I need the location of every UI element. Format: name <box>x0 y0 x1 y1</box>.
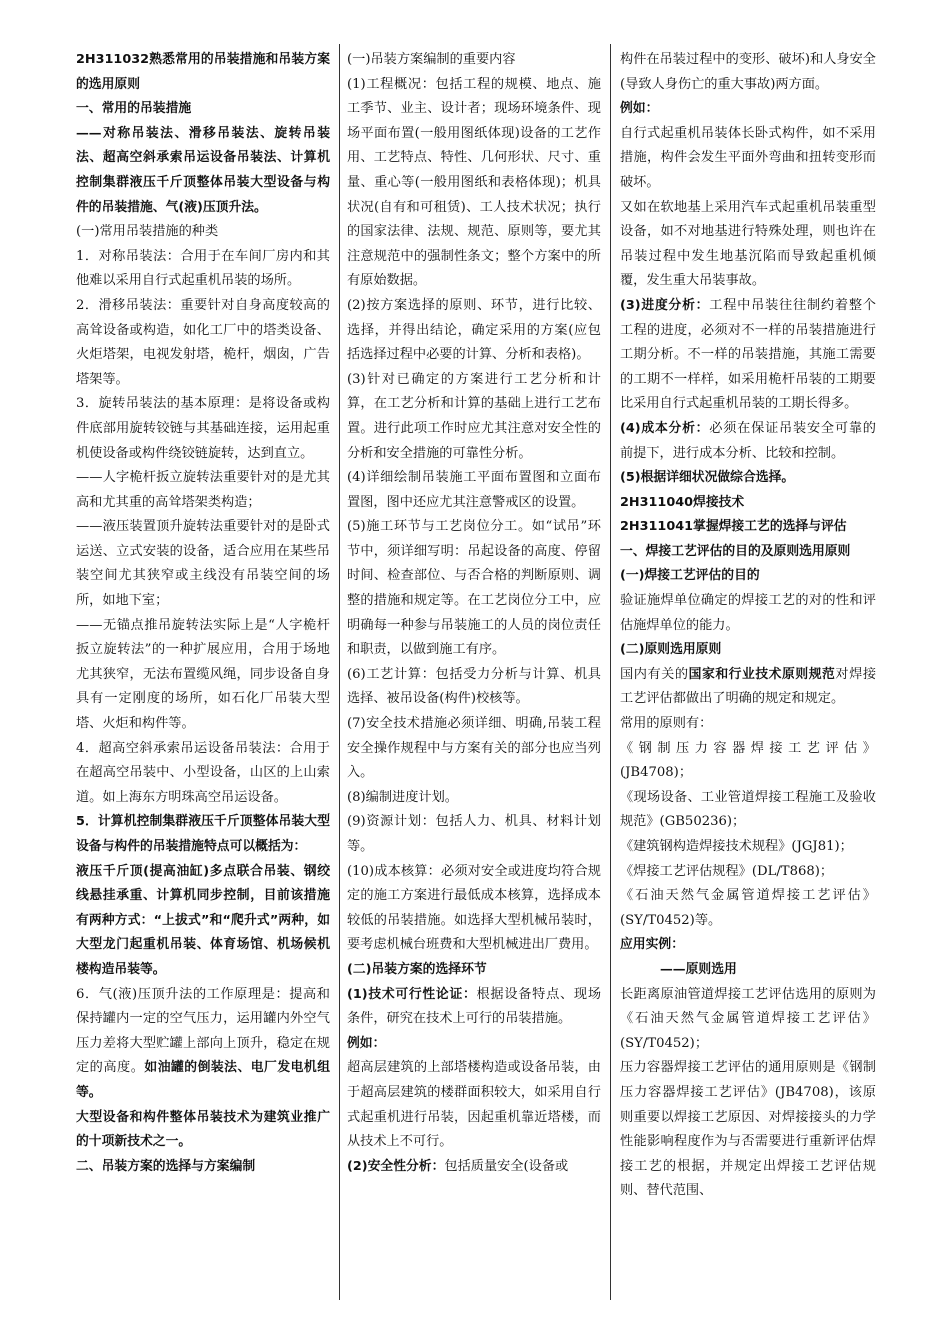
bold-text: ——对称吊装法、滑移吊装法、旋转吊装法、超高空斜承索吊运设备吊装法、计算机控制集群液压千斤顶整体吊装大型设备与构件的吊装措施、气(液)压顶升法。 <box>76 125 330 215</box>
bold-text: 2H311032熟悉常用的吊装措施和吊装方案的选用原则 <box>76 52 330 92</box>
text: 验证施焊单位确定的焊接工艺的对的性和评估施焊单位的能力。 <box>620 593 876 633</box>
heading-paragraph <box>620 97 876 122</box>
heading-paragraph <box>620 638 876 663</box>
body-paragraph <box>76 614 330 737</box>
body-paragraph <box>620 196 876 294</box>
body-paragraph <box>76 294 330 392</box>
text: 《现场设备、工业管道焊接工程施工及验收规范》(GB50236)； <box>620 789 876 830</box>
body-paragraph <box>76 220 330 245</box>
body-paragraph <box>76 737 330 811</box>
body-paragraph <box>347 860 601 958</box>
text: 长距离原油管道焊接工艺评估选用的原则为《石油天然气金属管道焊接工艺评估》(SY/T0452)； <box>620 986 876 1051</box>
body-paragraph <box>620 884 876 933</box>
bold-text: (二)吊装方案的选择环节 <box>347 961 487 977</box>
bold-text: (5)根据详细状况做综合选择。 <box>620 470 795 486</box>
text: 《钢制压力容器焊接工艺评估》(JB4708)； <box>620 740 876 781</box>
bold-text: ——原则选用 <box>660 961 737 977</box>
body-paragraph <box>76 515 330 613</box>
text: 《建筑钢构造焊接技术规程》(JGJ81)； <box>620 839 853 854</box>
heading-paragraph <box>347 958 601 983</box>
text: 压力容器焊接工艺评估的通用原则是《钢制压力容器焊接工艺评估》(JB4708)，该原则重要以焊接工艺原因、对焊接接头的力学性能影响程度作为与否需要进行重新评估焊接工艺的根据，并规定出焊接工艺评估规则、替代范围、 <box>620 1060 876 1199</box>
body-paragraph <box>620 786 876 835</box>
text: 又如在软地基上采用汽车式起重机吊装重型设备，如不对地基进行特殊处理，则也许在吊装过程中发生地基沉陷而导致起重机倾覆，发生重大吊装事故。 <box>620 199 876 289</box>
body-paragraph <box>347 712 601 786</box>
text: 工程中吊装往往制约着整个工程的进度，必须对不一样的吊装措施进行工期分析。不一样的吊装措施，其施工需要的工期不一样样，如采用桅杆吊装的工期要比采用自行式起重机吊装的工期长得多。 <box>620 297 876 412</box>
text: ——无锚点推吊旋转法实际上是“人字桅杆扳立旋转法”的一种扩展应用，合用于场地尤其狭窄，无法布置缆风绳，同步设备自身具有一定刚度的场所，如石化厂吊装大型塔、火炬和构件等。 <box>76 617 330 732</box>
heading-paragraph <box>76 122 330 220</box>
body-paragraph <box>620 983 876 1057</box>
bold-text: 应用实例： <box>620 937 684 953</box>
body-paragraph <box>620 589 876 638</box>
text: 必须在保证吊装安全可靠的前提下，进行成本分析、比较和控制。 <box>620 420 876 461</box>
body-paragraph <box>620 417 876 466</box>
heading-paragraph <box>76 1106 330 1155</box>
text: 2．滑移吊装法：重要针对自身高度较高的高耸设备或构造，如化工厂中的塔类设备、火炬塔架，电视发射塔，桅杆，烟囱，广告塔架等。 <box>76 297 330 387</box>
text: ——液压装置顶升旋转法重要针对的是卧式运送、立式安装的设备，适合应用在某些吊装空间尤其狭窄或主线没有吊装空间的场所，如地下室； <box>76 519 330 609</box>
heading-paragraph <box>76 810 330 859</box>
text: (1)工程概况：包括工程的规模、地点、施工季节、业主、设计者；现场环境条件、现场平面布置(一般用图纸体现)设备的工艺作用、工艺特点、特性、几何形状、尺寸、重量、重心等(一般用图纸和表格体现)；机具状况(自有和可租赁)、工人技术状况；执行的国家法律、法规、规范、原则等，要尤其注意规范中的强制性条文；整个方案中的所有原始数据。 <box>347 76 601 289</box>
bold-text: 一、常用的吊装措施 <box>76 101 192 117</box>
heading-paragraph <box>620 564 876 589</box>
text: 根据设备特点、现场条件，研究在技术上可行的吊装措施。 <box>347 986 601 1027</box>
bold-text: 如油罐的倒装法、电厂发电机组等。 <box>76 1060 330 1100</box>
text: 《石油天然气金属管道焊接工艺评估》(SY/T0452)等。 <box>620 888 876 928</box>
bold-text: (4)成本分析： <box>620 420 710 436</box>
text: (9)资源计划：包括人力、机具、材料计划等。 <box>347 814 601 854</box>
body-paragraph <box>620 48 876 97</box>
text: (8)编制进度计划。 <box>347 789 458 805</box>
heading-paragraph <box>76 97 330 122</box>
text: 焊接工艺评估都做出了明确的规定和规定。 <box>620 666 876 707</box>
body-paragraph <box>347 294 601 368</box>
bold-text: 2H311040焊接技术 <box>620 494 745 510</box>
text: ——人字桅杆扳立旋转法重要针对的是尤其高和尤其重的高耸塔架类构造； <box>76 470 330 510</box>
bold-text: (二)原则选用原则 <box>620 642 722 658</box>
body-paragraph <box>347 1155 601 1180</box>
text: 自行式起重机吊装体长卧式构件，如不采用措施，构件会发生平面外弯曲和扭转变形而破坏。 <box>620 125 876 190</box>
heading-paragraph <box>76 860 330 983</box>
heading-paragraph <box>620 515 876 540</box>
bold-text: 2H311041掌握焊接工艺的选择与评估 <box>620 519 847 535</box>
column-middle <box>347 48 601 1298</box>
text: (2)按方案选择的原则、环节，进行比较、选择，并得出结论，确定采用的方案(应包括选择过程中必要的计算、分析和表格)。 <box>347 297 601 363</box>
body-paragraph <box>347 1056 601 1154</box>
bold-text: 国家和行业技术原则规范 <box>688 666 836 682</box>
body-paragraph <box>620 663 876 712</box>
heading-paragraph <box>76 48 330 97</box>
text: 国内有关的 <box>620 666 689 682</box>
body-paragraph <box>620 737 876 786</box>
text: (一)吊装方案编制的重要内容 <box>347 52 516 67</box>
text: 对 <box>835 666 850 682</box>
text: 超高层建筑的上部塔楼构造或设备吊装，由于超高层建筑的楼群面积较大，如采用自行式起重机进行吊装，因起重机靠近塔楼，而从技术上不可行。 <box>347 1060 601 1150</box>
heading-paragraph <box>620 933 876 958</box>
body-paragraph <box>620 712 876 737</box>
text: (6)工艺计算：包括受力分析与计算、机具选择、被吊设备(构件)校核等。 <box>347 666 601 707</box>
bold-text: 一、焊接工艺评估的目的及原则选用原则 <box>620 543 851 559</box>
body-paragraph <box>347 48 601 73</box>
body-paragraph <box>347 515 601 663</box>
body-paragraph <box>347 368 601 466</box>
text: (7)安全技术措施必须详细、明确,吊装工程安全操作规程中与方案有关的部分也应当列入。 <box>347 716 601 781</box>
text: (3)针对已确定的方案进行工艺分析和计算，在工艺分析和计算的基础上进行工艺布置。进行此项工作时应尤其注意对安全性的分析和安全措施的可靠性分析。 <box>347 371 601 461</box>
bold-text: (一)焊接工艺评估的目的 <box>620 568 760 584</box>
body-paragraph <box>347 73 601 294</box>
body-paragraph <box>76 466 330 515</box>
text: (5)施工环节与工艺岗位分工。如“试吊”环节中，须详细写明：吊起设备的高度、停留时间、检查部位、与否合格的判断原则、调整的措施和规定等。在工艺岗位分工中，应明确每一种参与吊装施工的人员的岗位责任和职责，以做到施工有序。 <box>347 519 601 658</box>
body-paragraph <box>620 122 876 196</box>
text: 《焊接工艺评估规程》(DL/T868)； <box>620 863 834 879</box>
heading-paragraph <box>620 958 876 983</box>
body-paragraph <box>620 1056 876 1204</box>
heading-paragraph <box>76 1155 330 1180</box>
bold-text: 二、吊装方案的选择与方案编制 <box>76 1158 256 1174</box>
column-right <box>620 48 876 1298</box>
heading-paragraph <box>620 466 876 491</box>
text: 3．旋转吊装法的基本原理：是将设备或构件底部用旋转铰链与其基础连接，运用起重机使设备或构件绕铰链旋转，达到直立。 <box>76 396 330 461</box>
body-paragraph <box>76 245 330 294</box>
body-paragraph <box>347 466 601 515</box>
bold-text: (3)进度分析： <box>620 297 710 313</box>
text: 包括质量安全(设备或 <box>444 1158 569 1174</box>
text: (一)常用吊装措施的种类 <box>76 224 219 240</box>
body-paragraph <box>347 810 601 859</box>
body-paragraph <box>620 294 876 417</box>
body-paragraph <box>347 983 601 1032</box>
body-paragraph <box>76 392 330 466</box>
text: (10)成本核算：必须对安全或进度均符合规定的施工方案进行最低成本核算，选择成本较低的吊装措施。如选择大型机械吊装时，要考虑机械台班费和大型机械进出厂费用。 <box>347 863 601 953</box>
text: 4．超高空斜承索吊运设备吊装法：合用于在超高空吊装中、小型设备，山区的上山索道。如上海东方明珠高空吊运设备。 <box>76 740 330 805</box>
bold-text: 例如： <box>620 101 659 117</box>
bold-text: (2)安全性分析： <box>347 1158 445 1174</box>
heading-paragraph <box>620 491 876 516</box>
bold-text: 例如： <box>347 1035 386 1051</box>
heading-paragraph <box>620 540 876 565</box>
text: 6．气(液)压顶升法的工作原理是：提高和保持罐内一定的空气压力，运用罐内外空气压力差将大型贮罐上部向上顶升，稳定在规定的高度。 <box>76 986 330 1076</box>
text: 构件在吊装过程中的变形、破坏)和人身安全(导致人身伤亡的重大事故)两方面。 <box>620 52 876 92</box>
bold-text: 大型设备和构件整体吊装技术为建筑业推广的十项新技术之一。 <box>76 1109 330 1150</box>
column-left <box>76 48 330 1298</box>
bold-text: (1)技术可行性论证： <box>347 986 477 1002</box>
text: 1．对称吊装法：合用于在车间厂房内和其他难以采用自行式起重机吊装的场所。 <box>76 248 330 289</box>
text: 常用的原则有： <box>620 716 713 732</box>
text: (4)详细绘制吊装施工平面布置图和立面布置图，图中还应尤其注意警戒区的设置。 <box>347 470 601 510</box>
column-divider <box>339 44 340 1300</box>
column-divider <box>610 44 611 1300</box>
body-paragraph <box>620 860 876 885</box>
bold-text: 液压千斤顶(提高油缸)多点联合吊装、钢绞线悬挂承重、计算机同步控制，目前该措施有两种方式：“上拔式”和“爬升式”两种，如大型龙门起重机吊装、体育场馆、机场候机楼构造吊装等。 <box>76 863 330 977</box>
heading-paragraph <box>347 1032 601 1057</box>
bold-text: 5．计算机控制集群液压千斤顶整体吊装大型设备与构件的吊装措施特点可以概括为： <box>76 814 330 854</box>
body-paragraph <box>620 835 876 860</box>
body-paragraph <box>347 663 601 712</box>
body-paragraph <box>76 983 330 1106</box>
body-paragraph <box>347 786 601 811</box>
